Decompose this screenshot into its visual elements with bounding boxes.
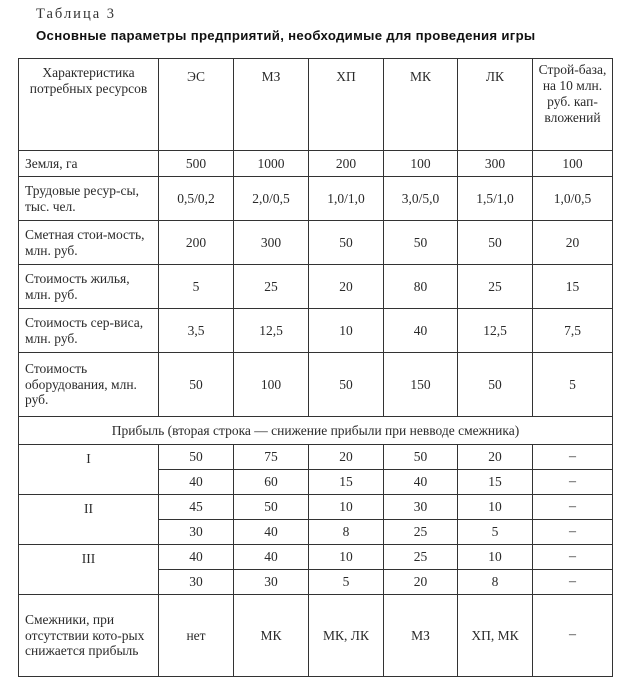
cell: 100	[234, 353, 309, 417]
cell: 40	[159, 470, 234, 495]
cell: 200	[309, 151, 384, 177]
cell: 5	[458, 520, 533, 545]
cell: 30	[234, 570, 309, 595]
cell: –	[533, 495, 613, 520]
cell: 40	[159, 545, 234, 570]
cell: ХП, МК	[458, 595, 533, 677]
cell: МЗ	[384, 595, 458, 677]
parameters-table	[18, 58, 613, 677]
cell: 3,0/5,0	[384, 177, 458, 221]
cell: 10	[309, 545, 384, 570]
cell: 20	[533, 221, 613, 265]
cell: 30	[159, 570, 234, 595]
cell: 25	[384, 545, 458, 570]
cell: 12,5	[458, 309, 533, 353]
table-row	[19, 353, 613, 417]
cell: 40	[384, 309, 458, 353]
table-title: Основные параметры предприятий, необходимые для проведения игры	[36, 28, 536, 43]
cell: –	[533, 545, 613, 570]
cell: 50	[309, 221, 384, 265]
table-row	[19, 595, 613, 677]
cell: 5	[533, 353, 613, 417]
profit-category-label: III	[19, 545, 159, 595]
table-row	[19, 151, 613, 177]
cell: МК	[234, 595, 309, 677]
cell: 10	[458, 495, 533, 520]
table-row	[19, 495, 613, 520]
cell: 20	[458, 445, 533, 470]
cell: 40	[234, 545, 309, 570]
cell: 50	[458, 353, 533, 417]
cell: 60	[234, 470, 309, 495]
cell: 7,5	[533, 309, 613, 353]
cell: 10	[458, 545, 533, 570]
cell: 25	[234, 265, 309, 309]
cell: 20	[309, 445, 384, 470]
cell: 15	[309, 470, 384, 495]
header-col-mk: МК	[384, 59, 458, 151]
cell: 20	[309, 265, 384, 309]
cell: 50	[234, 495, 309, 520]
cell: –	[533, 520, 613, 545]
header-col-es: ЭС	[159, 59, 234, 151]
cell: –	[533, 445, 613, 470]
cell: 50	[309, 353, 384, 417]
cell: 30	[384, 495, 458, 520]
cell: 12,5	[234, 309, 309, 353]
cell: 2,0/0,5	[234, 177, 309, 221]
cell: 5	[159, 265, 234, 309]
cell: 30	[159, 520, 234, 545]
table-row	[19, 221, 613, 265]
cell: 8	[309, 520, 384, 545]
cell: МК, ЛК	[309, 595, 384, 677]
header-col-hp: ХП	[309, 59, 384, 151]
cell: 50	[384, 221, 458, 265]
cell: 25	[458, 265, 533, 309]
header-row	[19, 59, 613, 151]
cell: 45	[159, 495, 234, 520]
cell: 15	[458, 470, 533, 495]
table-row	[19, 177, 613, 221]
table-row	[19, 265, 613, 309]
cell: 1,0/0,5	[533, 177, 613, 221]
header-characteristic: Характеристика потребных ресурсов	[19, 59, 159, 151]
row-label: Трудовые ресур-сы, тыс. чел.	[19, 177, 159, 221]
profit-header-row	[19, 417, 613, 445]
cell: 1,5/1,0	[458, 177, 533, 221]
cell: 40	[234, 520, 309, 545]
cell: 300	[458, 151, 533, 177]
cell: –	[533, 595, 613, 677]
cell: 100	[533, 151, 613, 177]
cell: 80	[384, 265, 458, 309]
cell: нет	[159, 595, 234, 677]
cell: 100	[384, 151, 458, 177]
cell: 10	[309, 309, 384, 353]
header-col-lk: ЛК	[458, 59, 533, 151]
cell: 75	[234, 445, 309, 470]
cell: –	[533, 470, 613, 495]
cell: 40	[384, 470, 458, 495]
profit-category-label: II	[19, 495, 159, 545]
cell: 5	[309, 570, 384, 595]
table-row	[19, 545, 613, 570]
cell: 25	[384, 520, 458, 545]
cell: 0,5/0,2	[159, 177, 234, 221]
cell: 50	[384, 445, 458, 470]
cell: 10	[309, 495, 384, 520]
cell: 50	[159, 353, 234, 417]
cell: 20	[384, 570, 458, 595]
cell: 150	[384, 353, 458, 417]
cell: 200	[159, 221, 234, 265]
cell: 3,5	[159, 309, 234, 353]
cell: 1,0/1,0	[309, 177, 384, 221]
cell: 1000	[234, 151, 309, 177]
row-label: Сметная стои-мость, млн. руб.	[19, 221, 159, 265]
table-number: Таблица 3	[36, 6, 117, 22]
table-row	[19, 309, 613, 353]
row-label: Стоимость оборудования, млн. руб.	[19, 353, 159, 417]
row-label: Смежники, при отсутствии кото-рых снижается прибыль	[19, 595, 159, 677]
cell: 300	[234, 221, 309, 265]
header-col-mz: МЗ	[234, 59, 309, 151]
cell: 15	[533, 265, 613, 309]
table-row	[19, 445, 613, 470]
row-label: Земля, га	[19, 151, 159, 177]
cell: 50	[159, 445, 234, 470]
header-col-stroibaza: Строй-база, на 10 млн. руб. кап-вложений	[533, 59, 613, 151]
row-label: Стоимость жилья, млн. руб.	[19, 265, 159, 309]
profit-category-label: I	[19, 445, 159, 495]
row-label: Стоимость сер-виса, млн. руб.	[19, 309, 159, 353]
cell: 50	[458, 221, 533, 265]
cell: 500	[159, 151, 234, 177]
cell: 8	[458, 570, 533, 595]
profit-header: Прибыль (вторая строка — снижение прибыли при невводе смежника)	[19, 417, 613, 445]
cell: –	[533, 570, 613, 595]
